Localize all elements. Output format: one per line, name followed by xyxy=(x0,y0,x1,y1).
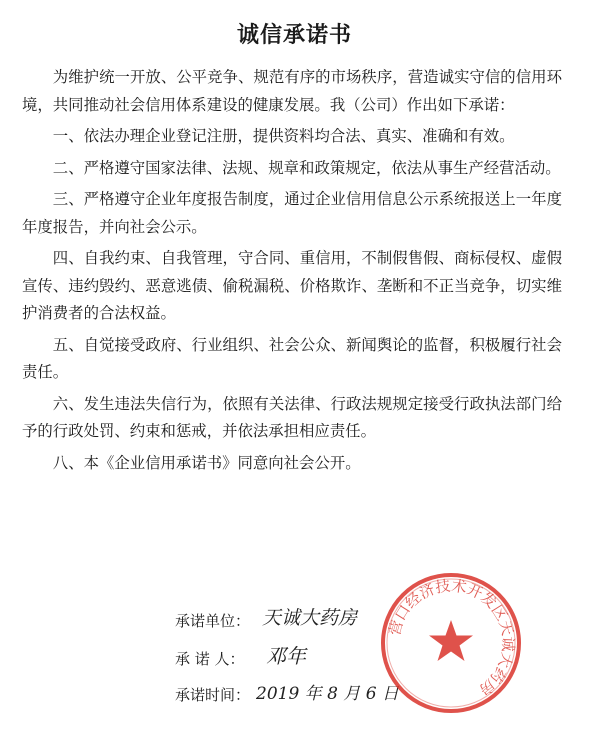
person-handwritten: 邓年 xyxy=(266,644,306,668)
document-title: 诚信承诺书 xyxy=(236,23,352,48)
time-handwritten: 2019 年 8 月 6 日 xyxy=(256,684,399,704)
commitment-item: 六、发生违法失信行为，依照有关法律、行政法规规定接受行政执法部门给予的行政处罚、约束和惩戒，并依法承担相应责任。 xyxy=(22,394,562,440)
unit-handwritten: 天诚大药房 xyxy=(262,607,358,629)
document-body xyxy=(22,64,562,481)
commitment-item: 四、自我约束、自我管理，守合同、重信用，不制假售假、商标侵权、虚假宣传、违约毁约、恶意逃债、偷税漏税、价格欺诈、垄断和不正当竞争，切实维护消费者的合法权益。 xyxy=(22,249,562,322)
commitment-item: 八、本《企业信用承诺书》同意向社会公开。 xyxy=(52,453,361,472)
official-seal-icon xyxy=(376,568,526,718)
signature-unit-row xyxy=(175,610,265,631)
commitment-item: 一、依法办理企业登记注册，提供资料均合法、真实、准确和有效。 xyxy=(52,127,515,145)
unit-label: 承诺单位： xyxy=(175,612,251,630)
seal-text: 营口经济技术开发区天诚大药房 xyxy=(385,576,518,699)
commitment-item: 五、自觉接受政府、行业组织、社会公众、新闻舆论的监督，积极履行社会责任。 xyxy=(22,335,562,381)
commitment-item: 三、严格遵守企业年度报告制度，通过企业信用信息公示系统报送上一年度年度报告，并向社会公示。 xyxy=(22,190,562,236)
time-label: 承诺时间： xyxy=(175,686,251,704)
signature-time-row xyxy=(175,684,265,705)
intro-paragraph: 为维护统一开放、公平竞争、规范有序的市场秩序，营造诚实守信的信用环境，共同推动社会信用体系建设的健康发展。我（公司）作出如下承诺： xyxy=(22,68,562,114)
person-label: 承 诺 人： xyxy=(175,650,245,668)
signature-person-row xyxy=(175,648,265,669)
commitment-item: 二、严格遵守国家法律、法规、规章和政策规定，依法从事生产经营活动。 xyxy=(52,158,561,177)
